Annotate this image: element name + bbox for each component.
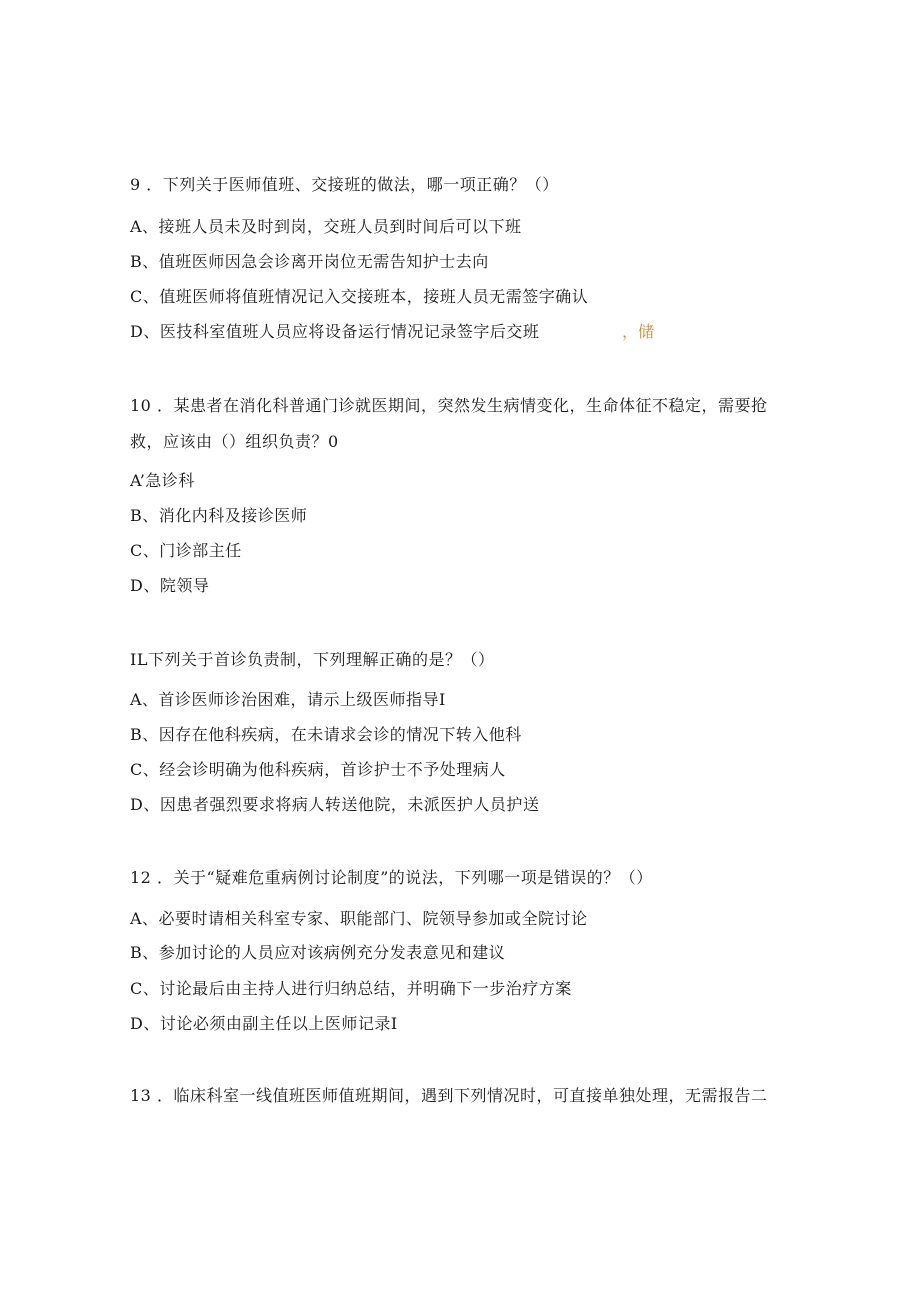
question-12-stem: 12 ．关于“疑难危重病例讨论制度”的说法，下列哪一项是错误的？（） (130, 868, 653, 887)
question-11-option-b: B、因存在他科疾病，在未请求会诊的情况下转入他科 (130, 725, 522, 744)
question-12-option-b: B、参加讨论的人员应对该病例充分发表意见和建议 (130, 943, 506, 962)
question-10-stem-line-2: 救，应该由（）组织负责？0 (130, 432, 339, 451)
question-12-option-d: D、讨论必须由副主任以上医师记录I (130, 1014, 398, 1033)
stray-mark: ，储 (622, 322, 655, 341)
question-12-option-a: A、必要时请相关科室专家、职能部门、院领导参加或全院讨论 (130, 909, 588, 928)
question-9-option-b: B、值班医师因急会诊离开岗位无需告知护士去向 (130, 252, 489, 271)
question-10-option-c: C、门诊部主任 (130, 541, 242, 560)
question-10-stem-line-1: 10 ．某患者在消化科普通门诊就医期间，突然发生病情变化，生命体征不稳定，需要抢 (130, 396, 768, 415)
question-11-option-d: D、因患者强烈要求将病人转送他院，未派医护人员护送 (130, 795, 540, 814)
question-10-option-d: D、院领导 (130, 576, 210, 595)
question-12-option-c: C、讨论最后由主持人进行归纳总结，并明确下一步治疗方案 (130, 979, 572, 998)
question-9-option-c: C、值班医师将值班情况记入交接班本，接班人员无需签字确认 (130, 287, 589, 306)
question-9-option-d: D、医技科室值班人员应将设备运行情况记录签字后交班 (130, 322, 540, 341)
question-11-stem: IL下列关于首诊负责制，下列理解正确的是？（） (130, 650, 495, 669)
question-10-option-a: A’急诊科 (130, 471, 195, 490)
question-13-stem: 13 ．临床科室一线值班医师值班期间，遇到下列情况时，可直接单独处理，无需报告二 (130, 1086, 768, 1105)
question-9-option-a: A、接班人员未及时到岗，交班人员到时间后可以下班 (130, 217, 522, 236)
question-11-option-c: C、经会诊明确为他科疾病，首诊护士不予处理病人 (130, 760, 506, 779)
question-10-option-b: B、消化内科及接诊医师 (130, 506, 308, 525)
question-9-stem: 9 ．下列关于医师值班、交接班的做法，哪一项正确？（） (130, 175, 559, 194)
question-11-option-a: A、首诊医师诊治困难，请示上级医师指导I (130, 690, 446, 709)
